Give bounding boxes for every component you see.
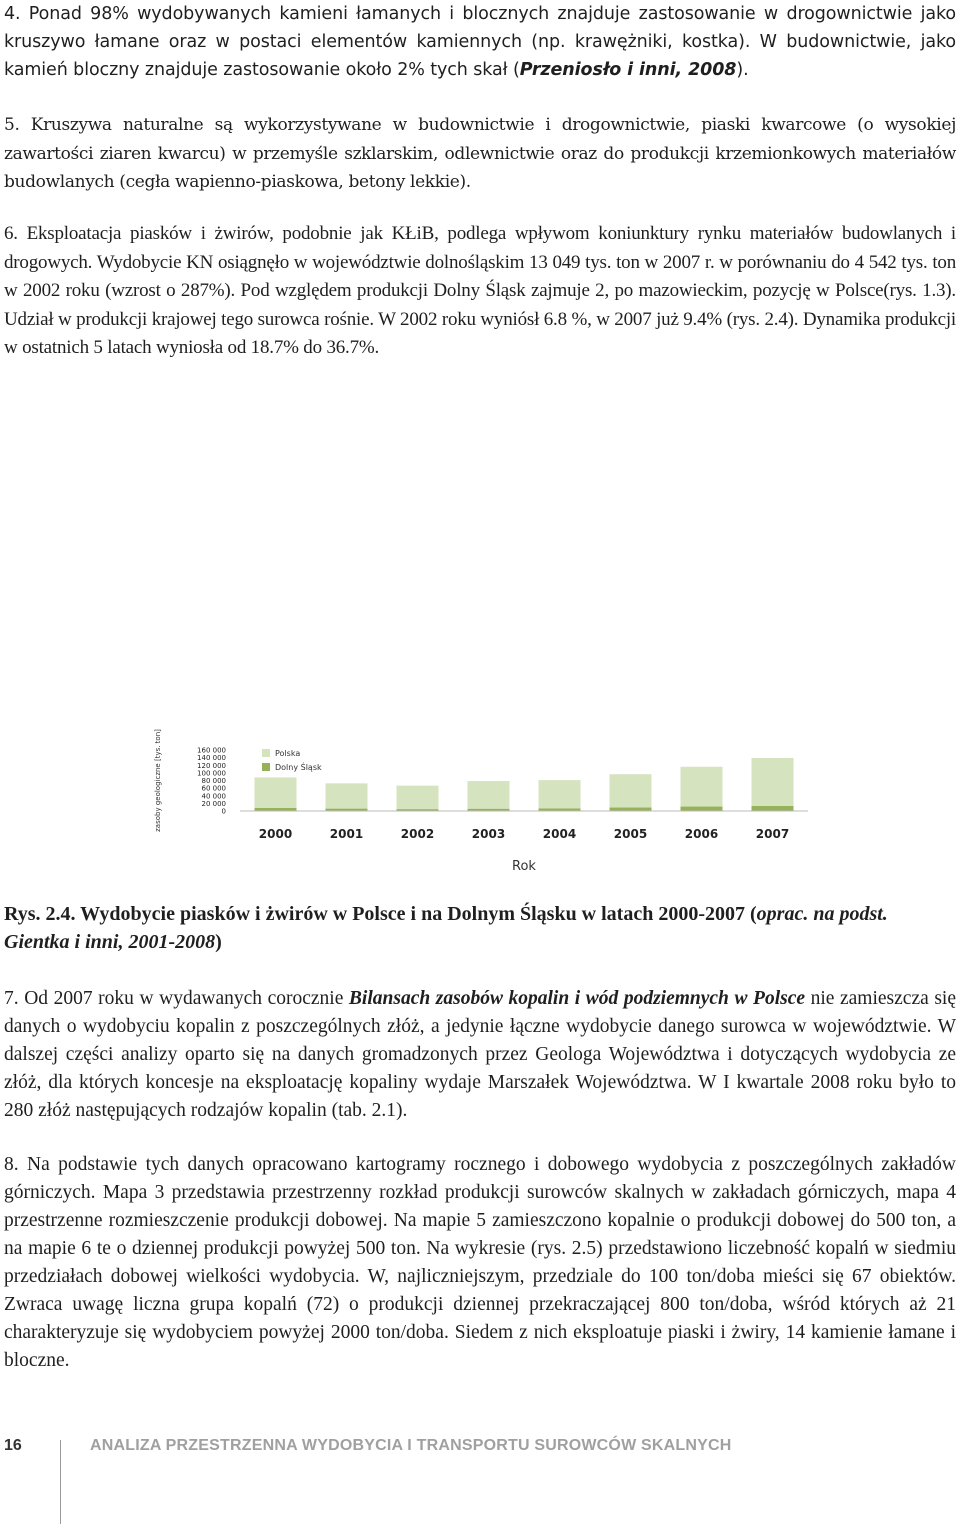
paragraph-6: 6. Eksploatacja piasków i żwirów, podobnie jak KŁiB, podlega wpływom koniunktury rynku materiałów budowlanych i drogowych. Wydobycie KN osiągnęło w województwie dolnośląskim 13 049 tys. ton w 2007 r. w porównaniu do 4 542 tys. ton w 2002 roku (wzrost o 287%). Pod względem produkcji Dolny Śląsk zajmuje 2, po mazowieckim, pozycję w Polsce(rys. 1.3). Udział w produkcji krajowej tego surowca rośnie. W 2002 roku wyniósł 6.8 %, w 2007 już 9.4% (rys. 2.4). Dynamika produkcji w ostatnich 5 latach wyniosła od 18.7% do 36.7%. — [4, 223, 956, 358]
y-tick-label: 140 000 — [197, 754, 226, 763]
bar-dolny-slask — [326, 809, 368, 811]
caption-text: Rys. 2.4. Wydobycie piasków i żwirów w Polsce i na Dolnym Śląsku w latach 2000-2007 ( — [4, 903, 757, 925]
bar-dolny-slask — [681, 807, 723, 811]
page-number: 16 — [4, 1437, 22, 1454]
y-tick-label: 60 000 — [201, 784, 226, 793]
bar-polska — [468, 781, 510, 811]
y-tick-label: 0 — [221, 807, 226, 816]
paragraph-8: 8. Na podstawie tych danych opracowano kartogramy rocznego i dobowego wydobycia z poszczególnych zakładów górniczych. Mapa 3 przedstawia przestrzenny rozkład produkcji surowców skalnych w zakładach górniczych, mapa 4 przestrzenne rozmieszczenie produkcji dobowej. Na mapie 5 zamieszczono kopalnie o produkcji dobowej do 500 ton, a na mapie 6 te o dziennej produkcji powyżej 500 ton. Na wykresie (rys. 2.5) przedstawiono liczebność kopalń w siedmiu przedziałach dobowej wielkości wydobycia. W, najliczniejszym, przedziale do 100 ton/doba mieści się 67 obiektów. Zwraca uwagę liczna grupa kopalń (72) o produkcji dziennej przekraczającej 800 ton/doba, wśród których aż 21 charakteryzuje się wydobyciem powyżej 2000 ton/doba. Siedem z nich eksploatuje piaski i żwiry, 14 kamienie łamane i bloczne. — [4, 1154, 956, 1371]
x-tick-label: 2004 — [542, 827, 577, 841]
y-tick-label: 160 000 — [197, 746, 226, 755]
bar-polska — [326, 783, 368, 811]
paragraph-5: 5. Kruszywa naturalne są wykorzystywane w budownictwie i drogownictwie, piaski kwarcowe (o wysokiej zawartości ziaren kwarcu) w przemyśle szklarskim, odlewnictwie oraz do produkcji krzemionkowych materiałów budowlanych (cegła wapienno-piaskowa, betony lekkie). — [4, 115, 956, 192]
running-footer-title: ANALIZA PRZESTRZENNA WYDOBYCIA I TRANSPORTU SUROWCÓW SKALNYCH — [90, 1437, 732, 1454]
bar-dolny-slask — [752, 806, 794, 811]
x-tick-label: 2001 — [329, 827, 364, 841]
publication-title: Bilansach zasobów kopalin i wód podziemnych w Polsce — [348, 988, 806, 1009]
y-tick-label: 80 000 — [201, 777, 226, 785]
legend-swatch — [262, 763, 270, 771]
y-tick-label: 120 000 — [197, 761, 226, 770]
paragraph-4-tail: ). — [736, 60, 749, 80]
footer-divider — [60, 1440, 61, 1524]
y-axis-label: zasoby geologiczne [tys. ton] — [154, 729, 162, 832]
bar-polska — [255, 777, 297, 811]
bar-dolny-slask — [610, 808, 652, 811]
paragraph-7 — [4, 985, 956, 1125]
bar-dolny-slask — [255, 808, 297, 811]
x-tick-label: 2002 — [400, 827, 435, 841]
paragraph-7-tail: nie zamieszcza się danych o wydobyciu kopalin z poszczególnych złóż, a jedynie łączne wydobycie danego surowca w województwie. W dalszej części analizy oparto się na danych gromadzonych przez Geologa Województwa i dotyczących wydobycia ze złóż, dla których koncesje na eksploatację kopaliny wydaje Marszałek Województwa. W I kwartale 2008 roku było to 280 złóż następujących rodzajów kopalin (tab. 2.1). — [4, 988, 956, 1121]
citation: Przeniosło i inni, 2008 — [519, 60, 737, 80]
paragraph-4 — [4, 0, 956, 84]
legend-label: Dolny Śląsk — [275, 763, 322, 772]
x-axis-label: Rok — [512, 859, 536, 874]
y-tick-label: 100 000 — [197, 769, 226, 778]
x-tick-label: 2006 — [684, 827, 719, 841]
legend-label: Polska — [275, 749, 301, 758]
x-tick-label: 2000 — [258, 827, 293, 841]
legend-swatch — [262, 749, 270, 757]
bar-polska — [681, 767, 723, 811]
caption-source: oprac. na podst. Gientka i inni, 2001-2008 — [4, 903, 888, 953]
paragraph-7-text: 7. Od 2007 roku w wydawanych corocznie — [4, 988, 349, 1009]
paragraph-4-text: 4. Ponad 98% wydobywanych kamieni łamanych i blocznych znajduje zastosowanie w drogownictwie jako kruszywo łamane oraz w postaci elementów kamiennych (np. krawężniki, kostka). W budownictwie, jako kamień bloczny znajduje zastosowanie około 2% tych skał ( — [4, 4, 956, 80]
bar-polska — [752, 758, 794, 811]
y-tick-label: 20 000 — [201, 799, 226, 808]
y-tick-label: 40 000 — [201, 792, 226, 801]
bar-dolny-slask — [397, 809, 439, 811]
x-tick-label: 2005 — [613, 827, 648, 841]
bar-polska — [397, 786, 439, 811]
caption-tail: ) — [215, 931, 222, 953]
x-tick-label: 2003 — [471, 827, 506, 841]
bar-polska — [610, 774, 652, 811]
x-tick-label: 2007 — [755, 827, 790, 841]
bar-dolny-slask — [539, 809, 581, 811]
bar-polska — [539, 780, 581, 811]
bar-dolny-slask — [468, 809, 510, 811]
figure-caption — [4, 900, 956, 956]
